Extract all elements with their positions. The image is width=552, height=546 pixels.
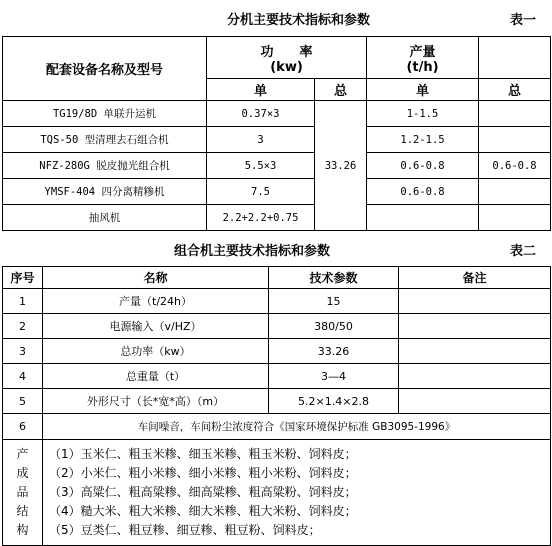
table-row bbox=[3, 364, 551, 389]
power-single-header: 单 bbox=[207, 79, 315, 101]
product-structure-char: 产 bbox=[16, 447, 29, 461]
product-structure-list bbox=[43, 440, 551, 546]
output-value: 1.2-1.5 bbox=[367, 127, 479, 153]
no-header: 序号 bbox=[3, 267, 43, 289]
table-row bbox=[3, 205, 551, 231]
row-no: 6 bbox=[3, 414, 43, 440]
product-structure-row bbox=[3, 440, 551, 546]
table2-title: 组合机主要技术指标和参数 bbox=[173, 243, 330, 259]
row-name: 外形尺寸（长*宽*高）（m） bbox=[43, 389, 269, 414]
power-total-header: 总 bbox=[315, 79, 367, 101]
list-item: （3）高粱仁、粗高粱糁、细高粱糁、粗高粱粉、饲料皮； bbox=[49, 485, 357, 499]
power-header-unit: (kw) bbox=[270, 59, 303, 75]
noise-dust-statement: 车间噪音，车间粉尘浓度符合《国家环境保护标准 GB3095-1996》 bbox=[43, 414, 551, 440]
row-note bbox=[399, 339, 551, 364]
output-total-cell bbox=[479, 205, 551, 231]
product-structure-char: 构 bbox=[16, 523, 29, 537]
table1-title: 分机主要技术指标和参数 bbox=[226, 12, 370, 28]
output-total-cell bbox=[479, 127, 551, 153]
output-header bbox=[367, 37, 479, 79]
output-single-header: 单 bbox=[367, 79, 479, 101]
row-note bbox=[399, 364, 551, 389]
output-value: 1-1.5 bbox=[367, 101, 479, 127]
power-value: 2.2+2.2+0.75 bbox=[207, 205, 315, 231]
equipment-name: 抽风机 bbox=[3, 205, 207, 231]
row-no: 2 bbox=[3, 314, 43, 339]
output-header-label: 产量 bbox=[409, 44, 436, 60]
row-note bbox=[399, 289, 551, 314]
list-item: （2）小米仁、粗小米糁、细小米糁、粗小米粉、饲料皮； bbox=[49, 466, 357, 480]
table1 bbox=[2, 36, 551, 231]
table2-label: 表二 bbox=[509, 243, 536, 259]
row-name: 电源输入（v/HZ） bbox=[43, 314, 269, 339]
list-item: （4）糙大米、粗大米糁、细大米糁、粗大米粉、饲料皮； bbox=[49, 504, 357, 518]
equipment-name: TQS-50 型清理去石组合机 bbox=[3, 127, 207, 153]
table1-label: 表一 bbox=[509, 12, 536, 28]
equipment-name: TG19/8D 单联升运机 bbox=[3, 101, 207, 127]
row-no: 4 bbox=[3, 364, 43, 389]
table-row bbox=[3, 389, 551, 414]
row-value: 5.2×1.4×2.8 bbox=[269, 389, 399, 414]
equipment-header: 配套设备名称及型号 bbox=[3, 37, 207, 101]
table-row bbox=[3, 101, 551, 127]
output-value bbox=[367, 205, 479, 231]
row-name: 总功率（kw） bbox=[43, 339, 269, 364]
list-item: （1）玉米仁、粗玉米糁、细玉米糁、粗玉米粉、饲料皮； bbox=[49, 447, 357, 461]
row-value: 33.26 bbox=[269, 339, 399, 364]
table-row bbox=[3, 179, 551, 205]
equipment-name: NFZ-280G 脱皮抛光组合机 bbox=[3, 153, 207, 179]
row-name: 总重量（t） bbox=[43, 364, 269, 389]
output-header-unit: (t/h) bbox=[406, 59, 439, 75]
output-total-cell bbox=[479, 179, 551, 205]
output-total-cell bbox=[479, 101, 551, 127]
row-name: 产量（t/24h） bbox=[43, 289, 269, 314]
row-no: 3 bbox=[3, 339, 43, 364]
row-note bbox=[399, 314, 551, 339]
product-structure-char: 结 bbox=[16, 504, 29, 518]
product-structure-char: 成 bbox=[16, 466, 29, 480]
power-value: 0.37×3 bbox=[207, 101, 315, 127]
output-total-value: 0.6-0.8 bbox=[479, 153, 551, 179]
product-structure-char: 品 bbox=[16, 485, 29, 499]
row-value: 3—4 bbox=[269, 364, 399, 389]
row-no: 5 bbox=[3, 389, 43, 414]
list-item: （5）豆类仁、粗豆糁、细豆糁、粗豆粉、饲料皮； bbox=[49, 523, 321, 537]
table1-caption bbox=[2, 2, 550, 34]
name-header: 名称 bbox=[43, 267, 269, 289]
power-value: 3 bbox=[207, 127, 315, 153]
table-row bbox=[3, 127, 551, 153]
output-value: 0.6-0.8 bbox=[367, 153, 479, 179]
output-value: 0.6-0.8 bbox=[367, 179, 479, 205]
row-no: 1 bbox=[3, 289, 43, 314]
params-header: 技术参数 bbox=[269, 267, 399, 289]
table-row bbox=[3, 414, 551, 440]
table-row bbox=[3, 314, 551, 339]
power-total-value: 33.26 bbox=[315, 101, 367, 231]
power-header bbox=[207, 37, 367, 79]
row-value: 15 bbox=[269, 289, 399, 314]
note-header: 备注 bbox=[399, 267, 551, 289]
output-total-header: 总 bbox=[479, 79, 551, 101]
equipment-name: YMSF-404 四分离精糁机 bbox=[3, 179, 207, 205]
output-header-blank bbox=[479, 37, 551, 79]
power-value: 5.5×3 bbox=[207, 153, 315, 179]
table2-caption bbox=[2, 234, 550, 264]
row-note bbox=[399, 389, 551, 414]
table-row bbox=[3, 289, 551, 314]
power-value: 7.5 bbox=[207, 179, 315, 205]
power-header-label: 功 率 bbox=[260, 44, 313, 60]
row-value: 380/50 bbox=[269, 314, 399, 339]
table2 bbox=[2, 266, 551, 546]
table-row bbox=[3, 153, 551, 179]
table-row bbox=[3, 339, 551, 364]
product-structure-label bbox=[3, 440, 43, 546]
